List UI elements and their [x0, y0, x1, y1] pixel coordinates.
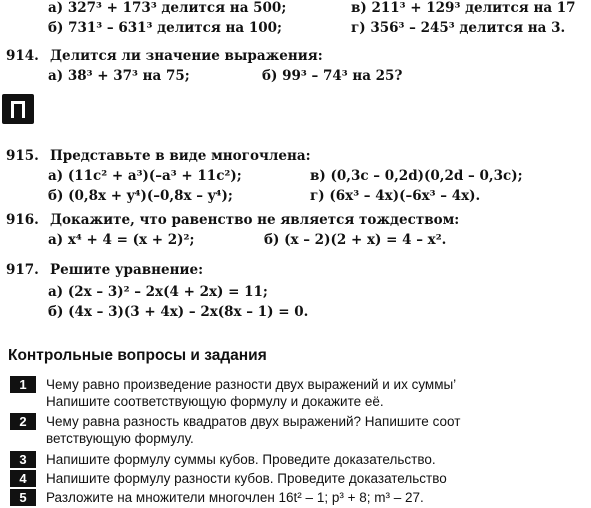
item-a: а) x⁴ + 4 = (x + 2)²;: [48, 232, 195, 248]
item-v: в) (0,3c – 0,2d)(0,2d – 0,3c);: [310, 168, 523, 184]
question-text: Чему равно произведение разности двух выражений и их суммы’: [46, 377, 457, 392]
level-marker-icon: [2, 94, 34, 124]
problem-title: Докажите, что равенство не является тождеством:: [50, 212, 460, 228]
question-text: Напишите формулу суммы кубов. Проведите доказательство.: [46, 452, 436, 467]
item-g: г) 356³ – 245³ делится на 3.: [351, 20, 566, 36]
item-g: г) (6x³ – 4x)(–6x³ – 4x).: [310, 188, 481, 204]
item-b: б) (0,8x + y⁴)(–0,8x – y⁴);: [48, 188, 233, 204]
question-text: Напишите соответствующую формулу и докажите её.: [46, 394, 384, 409]
item-b: б) 99³ – 74³ на 25?: [262, 68, 403, 84]
problem-number: 917.: [6, 262, 39, 278]
section-title: Контрольные вопросы и задания: [8, 347, 267, 364]
question-text: Чему равна разность квадратов двух выражений? Напишите соот: [46, 414, 461, 429]
problem-title: Делится ли значение выражения:: [50, 48, 323, 64]
item-a: а) 38³ + 37³ на 75;: [48, 68, 190, 84]
question-number: 2: [10, 413, 36, 430]
question-number: 1: [10, 376, 36, 393]
item-a: а) (11c² + a³)(–a³ + 11c²);: [48, 168, 242, 184]
problem-number: 915.: [6, 148, 39, 164]
problem-title: Решите уравнение:: [50, 262, 204, 278]
problem-number: 914.: [6, 48, 39, 64]
question-text: Разложите на множители многочлен 16t² – 1; p³ + 8; m³ – 27.: [46, 490, 424, 505]
item-v: в) 211³ + 129³ делится на 17: [351, 0, 576, 16]
question-text: Напишите формулу разности кубов. Проведите доказательство: [46, 471, 447, 486]
question-number: 5: [10, 489, 36, 506]
problem-title: Представьте в виде многочлена:: [50, 148, 311, 164]
question-number: 4: [10, 470, 36, 487]
problem-number: 916.: [6, 212, 39, 228]
question-number: 3: [10, 451, 36, 468]
item-b: б) (x – 2)(2 + x) = 4 – x².: [264, 232, 447, 248]
item-b: б) (4x – 3)(3 + 4x) – 2x(8x – 1) = 0.: [48, 304, 309, 320]
item-b: б) 731³ – 631³ делится на 100;: [48, 20, 282, 36]
item-a: а) (2x – 3)² – 2x(4 + 2x) = 11;: [48, 284, 268, 300]
question-text: ветствующую формулу.: [46, 431, 194, 446]
item-a: а) 327³ + 173³ делится на 500;: [48, 0, 287, 16]
